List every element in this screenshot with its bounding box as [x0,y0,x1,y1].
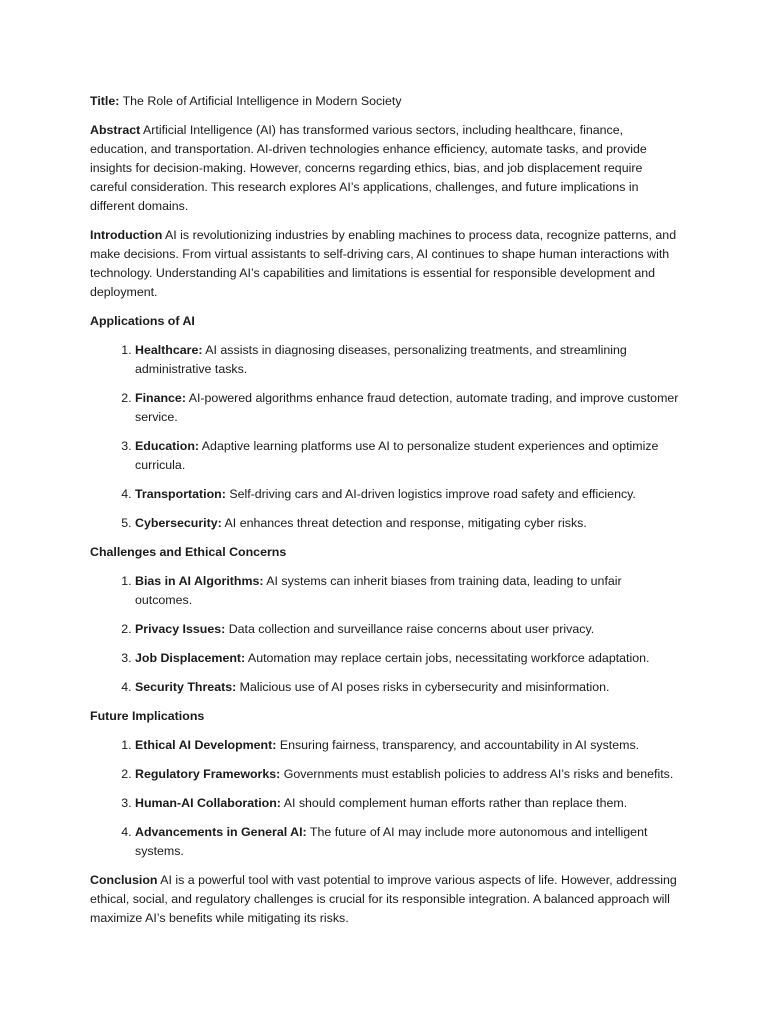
challenges-list [90,572,680,697]
list-item: 2. Regulatory Frameworks: Governments must establish policies to address AI’s risks and benefits. [135,765,680,784]
list-item: 1. Healthcare: AI assists in diagnosing diseases, personalizing treatments, and streamlining administrative tasks. [135,341,680,379]
list-item: 4. Advancements in General AI: The future of AI may include more autonomous and intelligent systems. [135,823,680,861]
list-item: 4. Transportation: Self-driving cars and AI-driven logistics improve road safety and efficiency. [135,485,680,504]
introduction-label: Introduction [90,228,163,242]
document-page [90,92,680,938]
list-item: 1. Ethical AI Development: Ensuring fairness, transparency, and accountability in AI systems. [135,736,680,755]
list-item: 2. Finance: AI-powered algorithms enhance fraud detection, automate trading, and improve customer service. [135,389,680,427]
list-item: 3. Job Displacement: Automation may replace certain jobs, necessitating workforce adaptation. [135,649,680,668]
abstract-label: Abstract [90,123,141,137]
conclusion-text: AI is a powerful tool with vast potential to improve various aspects of life. However, addressing ethical, social, and regulatory challenges is crucial for its responsible integration. A balanced approach will maximize AI’s benefits while mitigating its risks. [90,873,677,925]
document-title [90,92,680,111]
conclusion-paragraph [90,871,680,928]
future-heading: Future Implications [90,709,205,723]
introduction-text: AI is revolutionizing industries by enabling machines to process data, recognize patterns, and make decisions. From virtual assistants to self-driving cars, AI continues to shape human interactions with technology. Understanding AI’s capabilities and limitations is essential for responsible development and deployment. [90,228,677,299]
list-item: 2. Privacy Issues: Data collection and surveillance raise concerns about user privacy. [135,620,680,639]
future-list [90,736,680,861]
list-item: 5. Cybersecurity: AI enhances threat detection and response, mitigating cyber risks. [135,514,680,533]
title-label: Title: [90,94,120,108]
abstract-text: Artificial Intelligence (AI) has transformed various sectors, including healthcare, finance, education, and transportation. AI-driven technologies enhance efficiency, automate tasks, and provide insights for decision-making. However, concerns regarding ethics, bias, and job displacement require careful consideration. This research explores AI’s applications, challenges, and future implications in different domains. [90,123,647,213]
list-item: 1. Bias in AI Algorithms: AI systems can inherit biases from training data, leading to unfair outcomes. [135,572,680,610]
applications-list [90,341,680,533]
introduction-paragraph [90,226,680,302]
title-text: The Role of Artificial Intelligence in Modern Society [119,94,402,108]
list-item: 3. Human-AI Collaboration: AI should complement human efforts rather than replace them. [135,794,680,813]
applications-heading: Applications of AI [90,314,195,328]
list-item: 3. Education: Adaptive learning platforms use AI to personalize student experiences and optimize curricula. [135,437,680,475]
abstract-paragraph [90,121,680,216]
list-item: 4. Security Threats: Malicious use of AI poses risks in cybersecurity and misinformation. [135,678,680,697]
conclusion-label: Conclusion [90,873,158,887]
challenges-heading: Challenges and Ethical Concerns [90,545,287,559]
